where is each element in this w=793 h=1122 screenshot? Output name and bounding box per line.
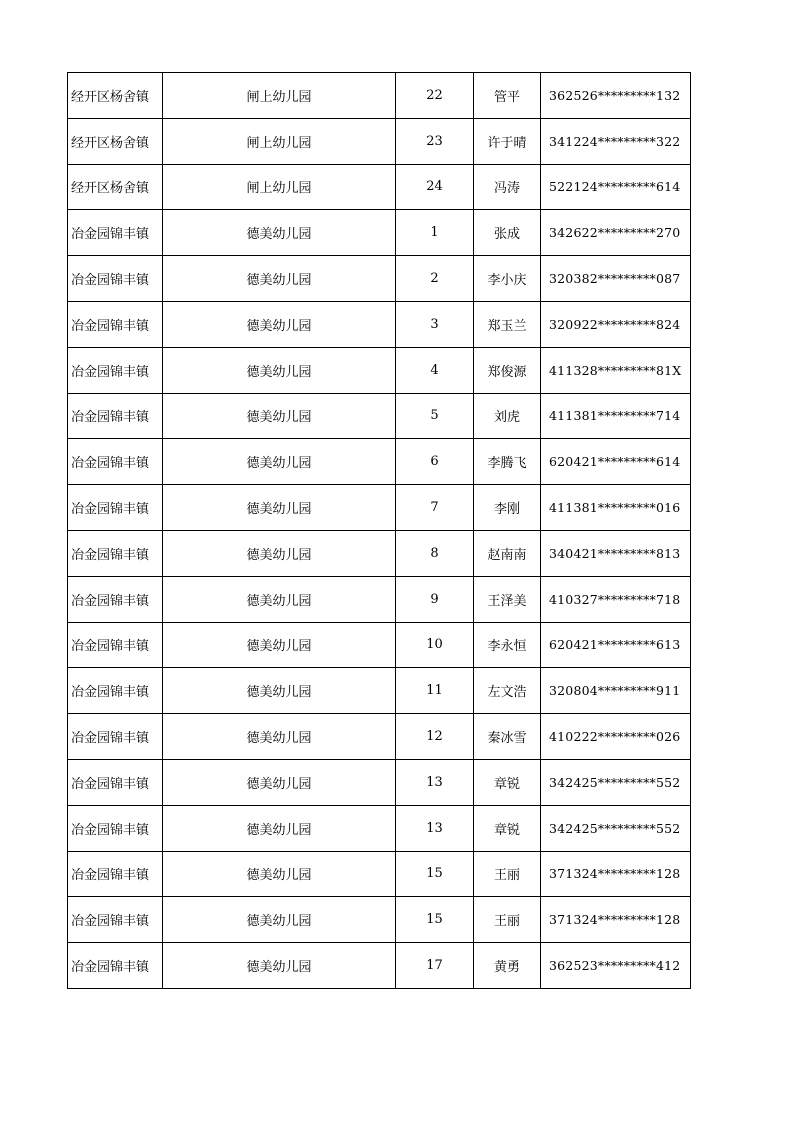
number-cell: 3 bbox=[396, 301, 474, 347]
table-row bbox=[68, 759, 691, 805]
district-cell: 冶金园锦丰镇 bbox=[68, 301, 163, 347]
roster-table-body bbox=[68, 73, 691, 989]
school-cell: 德美幼儿园 bbox=[163, 347, 396, 393]
person-name-cell: 李刚 bbox=[474, 485, 541, 531]
id-number-cell: 411381*********016 bbox=[541, 485, 691, 531]
school-cell: 闸上幼儿园 bbox=[163, 118, 396, 164]
person-name-cell: 郑玉兰 bbox=[474, 301, 541, 347]
number-cell: 24 bbox=[396, 164, 474, 210]
table-row bbox=[68, 347, 691, 393]
person-name-cell: 刘虎 bbox=[474, 393, 541, 439]
number-cell: 12 bbox=[396, 714, 474, 760]
id-number-cell: 410327*********718 bbox=[541, 576, 691, 622]
person-name-cell: 王泽美 bbox=[474, 576, 541, 622]
table-row bbox=[68, 851, 691, 897]
number-cell: 1 bbox=[396, 210, 474, 256]
number-cell: 13 bbox=[396, 805, 474, 851]
id-number-cell: 342425*********552 bbox=[541, 805, 691, 851]
number-cell: 8 bbox=[396, 530, 474, 576]
person-name-cell: 李小庆 bbox=[474, 256, 541, 302]
table-row bbox=[68, 439, 691, 485]
table-row bbox=[68, 622, 691, 668]
district-cell: 冶金园锦丰镇 bbox=[68, 668, 163, 714]
number-cell: 6 bbox=[396, 439, 474, 485]
number-cell: 23 bbox=[396, 118, 474, 164]
school-cell: 德美幼儿园 bbox=[163, 622, 396, 668]
table-row bbox=[68, 393, 691, 439]
school-cell: 德美幼儿园 bbox=[163, 301, 396, 347]
number-cell: 11 bbox=[396, 668, 474, 714]
district-cell: 经开区杨舍镇 bbox=[68, 73, 163, 119]
number-cell: 10 bbox=[396, 622, 474, 668]
table-row bbox=[68, 485, 691, 531]
number-cell: 15 bbox=[396, 851, 474, 897]
district-cell: 冶金园锦丰镇 bbox=[68, 576, 163, 622]
roster-table bbox=[67, 72, 691, 989]
school-cell: 德美幼儿园 bbox=[163, 530, 396, 576]
school-cell: 德美幼儿园 bbox=[163, 759, 396, 805]
person-name-cell: 张成 bbox=[474, 210, 541, 256]
id-number-cell: 340421*********813 bbox=[541, 530, 691, 576]
person-name-cell: 黄勇 bbox=[474, 943, 541, 989]
school-cell: 德美幼儿园 bbox=[163, 485, 396, 531]
district-cell: 冶金园锦丰镇 bbox=[68, 759, 163, 805]
district-cell: 冶金园锦丰镇 bbox=[68, 897, 163, 943]
school-cell: 德美幼儿园 bbox=[163, 897, 396, 943]
id-number-cell: 410222*********026 bbox=[541, 714, 691, 760]
school-cell: 德美幼儿园 bbox=[163, 439, 396, 485]
id-number-cell: 371324*********128 bbox=[541, 897, 691, 943]
number-cell: 9 bbox=[396, 576, 474, 622]
person-name-cell: 左文浩 bbox=[474, 668, 541, 714]
table-row bbox=[68, 714, 691, 760]
number-cell: 17 bbox=[396, 943, 474, 989]
person-name-cell: 郑俊源 bbox=[474, 347, 541, 393]
person-name-cell: 王丽 bbox=[474, 851, 541, 897]
district-cell: 冶金园锦丰镇 bbox=[68, 714, 163, 760]
school-cell: 德美幼儿园 bbox=[163, 210, 396, 256]
district-cell: 冶金园锦丰镇 bbox=[68, 622, 163, 668]
person-name-cell: 章锐 bbox=[474, 759, 541, 805]
district-cell: 冶金园锦丰镇 bbox=[68, 805, 163, 851]
person-name-cell: 管平 bbox=[474, 73, 541, 119]
table-row bbox=[68, 897, 691, 943]
school-cell: 德美幼儿园 bbox=[163, 256, 396, 302]
district-cell: 冶金园锦丰镇 bbox=[68, 851, 163, 897]
person-name-cell: 赵南南 bbox=[474, 530, 541, 576]
table-row bbox=[68, 668, 691, 714]
number-cell: 7 bbox=[396, 485, 474, 531]
id-number-cell: 362523*********412 bbox=[541, 943, 691, 989]
id-number-cell: 620421*********613 bbox=[541, 622, 691, 668]
number-cell: 15 bbox=[396, 897, 474, 943]
id-number-cell: 320382*********087 bbox=[541, 256, 691, 302]
id-number-cell: 342425*********552 bbox=[541, 759, 691, 805]
school-cell: 德美幼儿园 bbox=[163, 851, 396, 897]
district-cell: 经开区杨舍镇 bbox=[68, 118, 163, 164]
id-number-cell: 320804*********911 bbox=[541, 668, 691, 714]
id-number-cell: 411328*********81X bbox=[541, 347, 691, 393]
table-row bbox=[68, 164, 691, 210]
table-row bbox=[68, 210, 691, 256]
number-cell: 2 bbox=[396, 256, 474, 302]
person-name-cell: 李永恒 bbox=[474, 622, 541, 668]
number-cell: 22 bbox=[396, 73, 474, 119]
id-number-cell: 341224*********322 bbox=[541, 118, 691, 164]
id-number-cell: 411381*********714 bbox=[541, 393, 691, 439]
number-cell: 13 bbox=[396, 759, 474, 805]
id-number-cell: 522124*********614 bbox=[541, 164, 691, 210]
table-row bbox=[68, 301, 691, 347]
person-name-cell: 章锐 bbox=[474, 805, 541, 851]
table-row bbox=[68, 256, 691, 302]
person-name-cell: 秦冰雪 bbox=[474, 714, 541, 760]
district-cell: 冶金园锦丰镇 bbox=[68, 210, 163, 256]
table-row bbox=[68, 530, 691, 576]
district-cell: 冶金园锦丰镇 bbox=[68, 439, 163, 485]
school-cell: 德美幼儿园 bbox=[163, 576, 396, 622]
district-cell: 冶金园锦丰镇 bbox=[68, 485, 163, 531]
table-row bbox=[68, 73, 691, 119]
id-number-cell: 320922*********824 bbox=[541, 301, 691, 347]
school-cell: 德美幼儿园 bbox=[163, 668, 396, 714]
school-cell: 闸上幼儿园 bbox=[163, 164, 396, 210]
district-cell: 经开区杨舍镇 bbox=[68, 164, 163, 210]
person-name-cell: 李腾飞 bbox=[474, 439, 541, 485]
number-cell: 4 bbox=[396, 347, 474, 393]
district-cell: 冶金园锦丰镇 bbox=[68, 530, 163, 576]
number-cell: 5 bbox=[396, 393, 474, 439]
school-cell: 德美幼儿园 bbox=[163, 714, 396, 760]
district-cell: 冶金园锦丰镇 bbox=[68, 393, 163, 439]
person-name-cell: 许于晴 bbox=[474, 118, 541, 164]
district-cell: 冶金园锦丰镇 bbox=[68, 347, 163, 393]
table-row bbox=[68, 805, 691, 851]
table-row bbox=[68, 943, 691, 989]
table-row bbox=[68, 118, 691, 164]
school-cell: 德美幼儿园 bbox=[163, 393, 396, 439]
district-cell: 冶金园锦丰镇 bbox=[68, 256, 163, 302]
table-row bbox=[68, 576, 691, 622]
id-number-cell: 362526*********132 bbox=[541, 73, 691, 119]
school-cell: 德美幼儿园 bbox=[163, 943, 396, 989]
id-number-cell: 620421*********614 bbox=[541, 439, 691, 485]
district-cell: 冶金园锦丰镇 bbox=[68, 943, 163, 989]
id-number-cell: 342622*********270 bbox=[541, 210, 691, 256]
school-cell: 闸上幼儿园 bbox=[163, 73, 396, 119]
id-number-cell: 371324*********128 bbox=[541, 851, 691, 897]
school-cell: 德美幼儿园 bbox=[163, 805, 396, 851]
person-name-cell: 冯涛 bbox=[474, 164, 541, 210]
person-name-cell: 王丽 bbox=[474, 897, 541, 943]
